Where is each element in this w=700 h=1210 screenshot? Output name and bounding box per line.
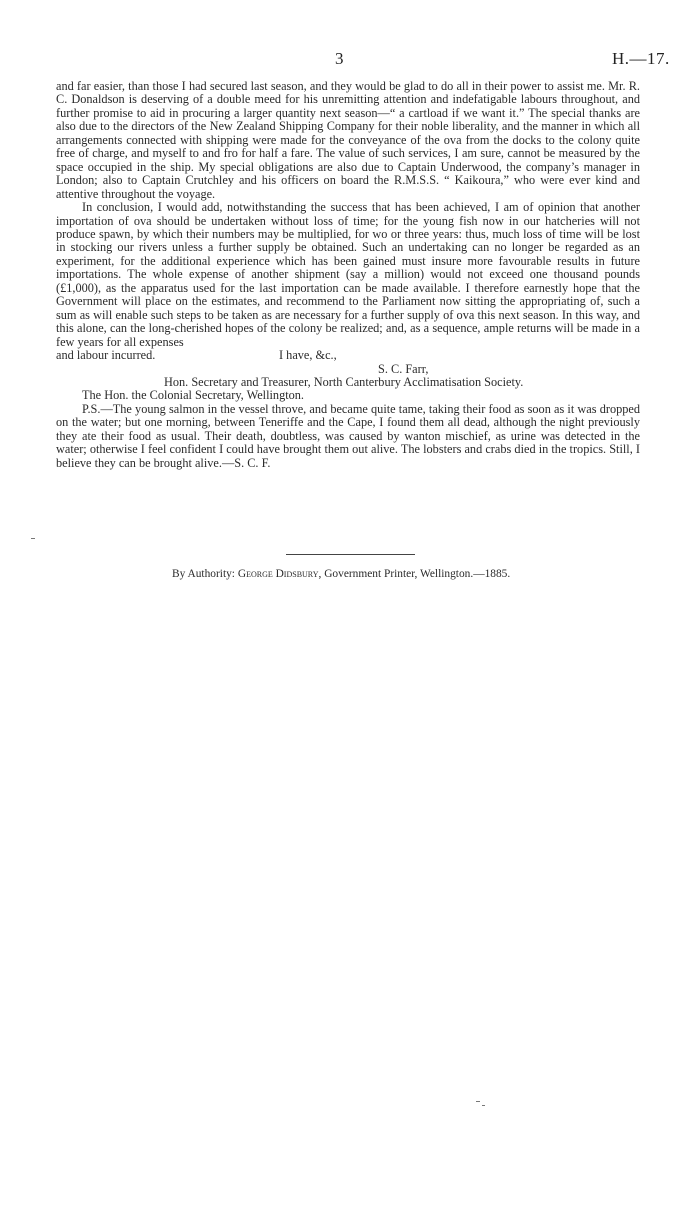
signature-name: S. C. Farr, bbox=[378, 361, 429, 376]
closing-left: and labour incurred. bbox=[56, 348, 156, 363]
closing-line bbox=[56, 349, 640, 362]
closing-salutation: I have, &c., bbox=[279, 348, 337, 363]
page-number: 3 bbox=[335, 49, 344, 68]
scan-speck bbox=[31, 538, 35, 539]
paragraph-conclusion: In conclusion, I would add, notwithstanding the success that has been achieved, I am of opinion that another importation of ova should be undertaken without loss of time; for the young fish now in our hatcheries will not produce spawn, by which their numbers may be multiplied, for wo or three years: thus, much loss of time will be lost in stocking our rivers unless a further supply be obtained. Such an undertaking can no longer be regarded as an experiment, for the additional experience which has been gained must insure more favourable results in future importations. The whole expense of another shipment (say a million) would not exceed one thousand pounds (£1,000), as the apparatus used for the last importation can be made available. I therefore earnestly hope that the Government will place on the estimates, and recommend to the Parliament now sitting the appropriating of, such a sum as will enable such steps to be taken as are necessary for a further supply of ova this next season. In this way, and this alone, can the long-cherished hopes of the colony be realized; and, as a sequence, ample returns will be made in a few years for all expenses bbox=[56, 200, 640, 349]
printer-name: George Didsbury, bbox=[237, 568, 322, 580]
scan-speck bbox=[476, 1101, 480, 1102]
signature-title: Hon. Secretary and Treasurer, North Canterbury Acclimatisation Society. bbox=[164, 374, 524, 389]
paragraph-acknowledgements: and far easier, than those I had secured last season, and they would be glad to do all in their power to assist me. Mr. R. C. Donaldson is deserving of a double meed for his unremitting attention and indefatigable labours throughout, and further promise to aid in procuring a larger quantity next season—“ a cartload if we want it.” The special thanks are also due to the directors of the New Zealand Shipping Company for their noble liberality, and the manner in which all arrangements connected with shipping were made for the conveyance of the ova from the docks to the colony quite free of charge, and myself to and fro for half a fare. The value of such services, I am sure, cannot be measured by the space occupied in the ship. My special obligations are also due to Captain Underwood, the company’s manager in London; also to Captain Crutchley and his officers on board the R.M.S.S. “ Kaikoura,” who were ever kind and attentive throughout the voyage. bbox=[56, 79, 640, 201]
footer-divider bbox=[286, 554, 415, 555]
letter-body bbox=[56, 80, 640, 470]
imprint-prefix: By Authority: bbox=[172, 568, 235, 580]
document-reference: H.—17. bbox=[612, 49, 670, 68]
scan-speck bbox=[482, 1105, 485, 1106]
postscript: P.S.—The young salmon in the vessel throve, and became quite tame, taking their food as soon as it was dropped on the water; but one morning, between Teneriffe and the Cape, I found them all dead, although the night previously they ate their food as usual. Their death, doubtless, was caused by wanton mischief, as urine was detected in the water; otherwise I feel confident I could have brought them out alive. The lobsters and crabs died in the tropics. Still, I believe they can be brought alive.—S. C. F. bbox=[56, 401, 640, 470]
addressee: The Hon. the Colonial Secretary, Wellington. bbox=[82, 388, 305, 403]
printer-imprint bbox=[172, 568, 510, 580]
imprint-suffix: Government Printer, Wellington.—1885. bbox=[324, 568, 511, 580]
